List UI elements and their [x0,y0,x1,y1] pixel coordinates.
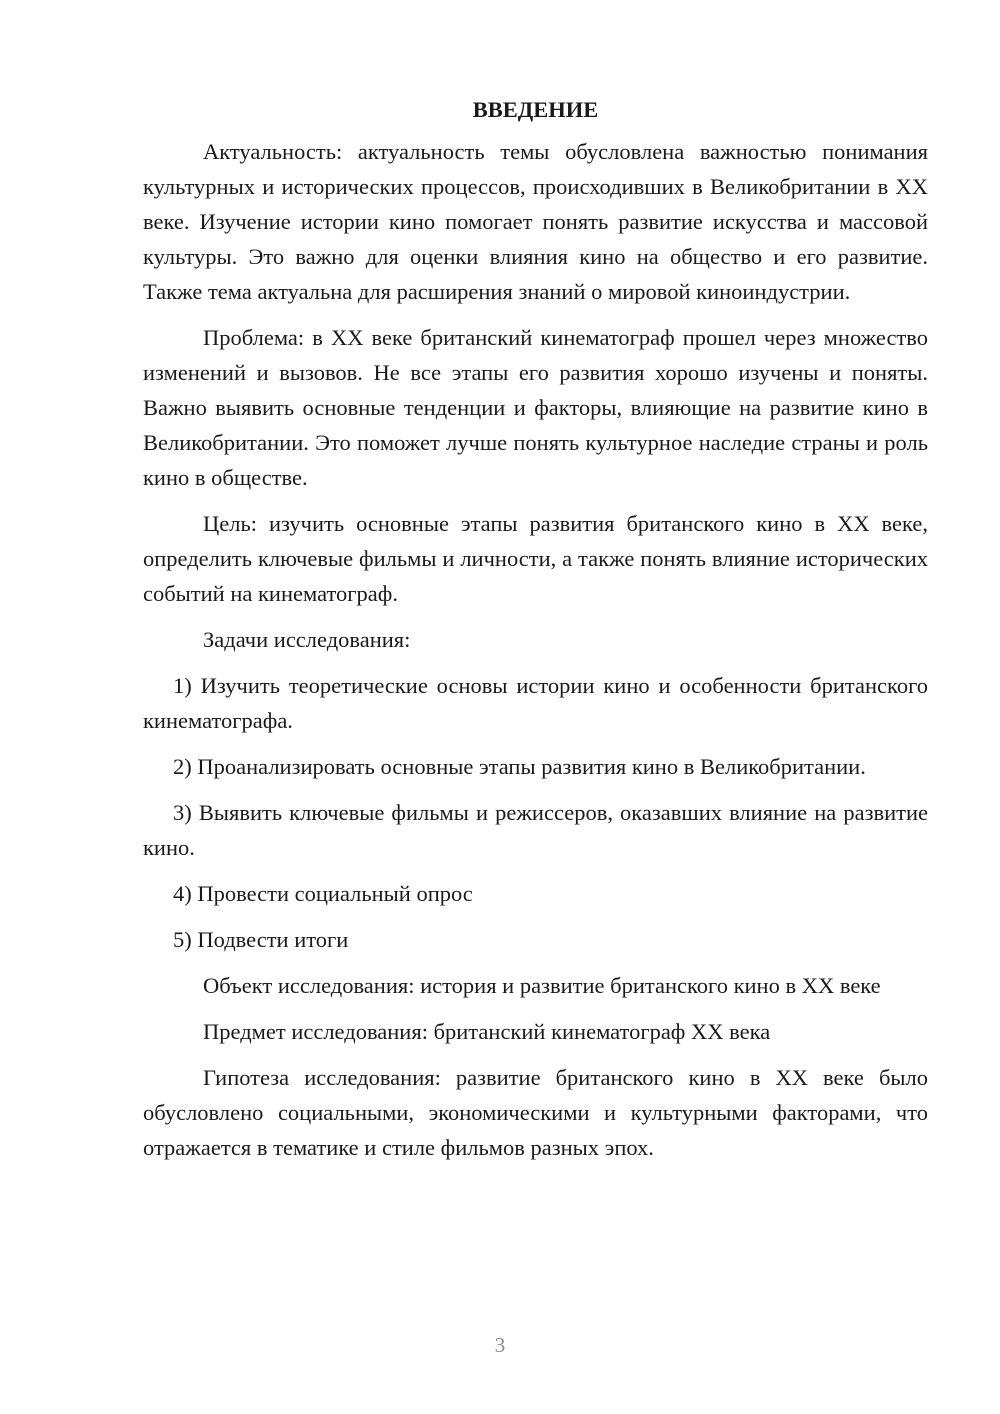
relevance-paragraph: Актуальность: актуальность темы обусловлена важностью понимания культурных и исторических процессов, происходивших в Великобритании в XX веке. Изучение истории кино помогает понять развитие искусства и массовой культуры. Это важно для оценки влияния кино на общество и его развитие. Также тема актуальна для расширения знаний о мировой киноиндустрии. [143,139,928,304]
task-item-1: 1) Изучить теоретические основы истории кино и особенности британского кинематографа. [143,673,928,733]
subject-paragraph: Предмет исследования: британский кинематограф XX века [203,1019,771,1044]
document-page [143,92,928,1176]
hypothesis-paragraph: Гипотеза исследования: развитие британского кино в XX веке было обусловлено социальными, экономическими и культурными факторами, что отражается в тематике и стиле фильмов разных эпох. [143,1065,928,1160]
section-title: ВВЕДЕНИЕ [472,97,599,122]
page-number: 3 [494,1333,506,1357]
tasks-heading: Задачи исследования: [203,627,411,652]
task-item-5: 5) Подвести итоги [173,927,349,952]
task-item-4: 4) Провести социальный опрос [173,881,473,906]
object-paragraph: Объект исследования: история и развитие британского кино в XX веке [203,973,881,998]
problem-paragraph: Проблема: в XX веке британский кинематограф прошел через множество изменений и вызовов. Не все этапы его развития хорошо изучены и поняты. Важно выявить основные тенденции и факторы, влияющие на развитие кино в Великобритании. Это поможет лучше понять культурное наследие страны и роль кино в обществе. [143,325,928,490]
goal-paragraph: Цель: изучить основные этапы развития британского кино в XX веке, определить ключевые фильмы и личности, а также понять влияние исторических событий на кинематограф. [143,511,928,606]
task-item-3: 3) Выявить ключевые фильмы и режиссеров, оказавших влияние на развитие кино. [143,800,928,860]
task-item-2: 2) Проанализировать основные этапы развития кино в Великобритании. [173,754,866,779]
